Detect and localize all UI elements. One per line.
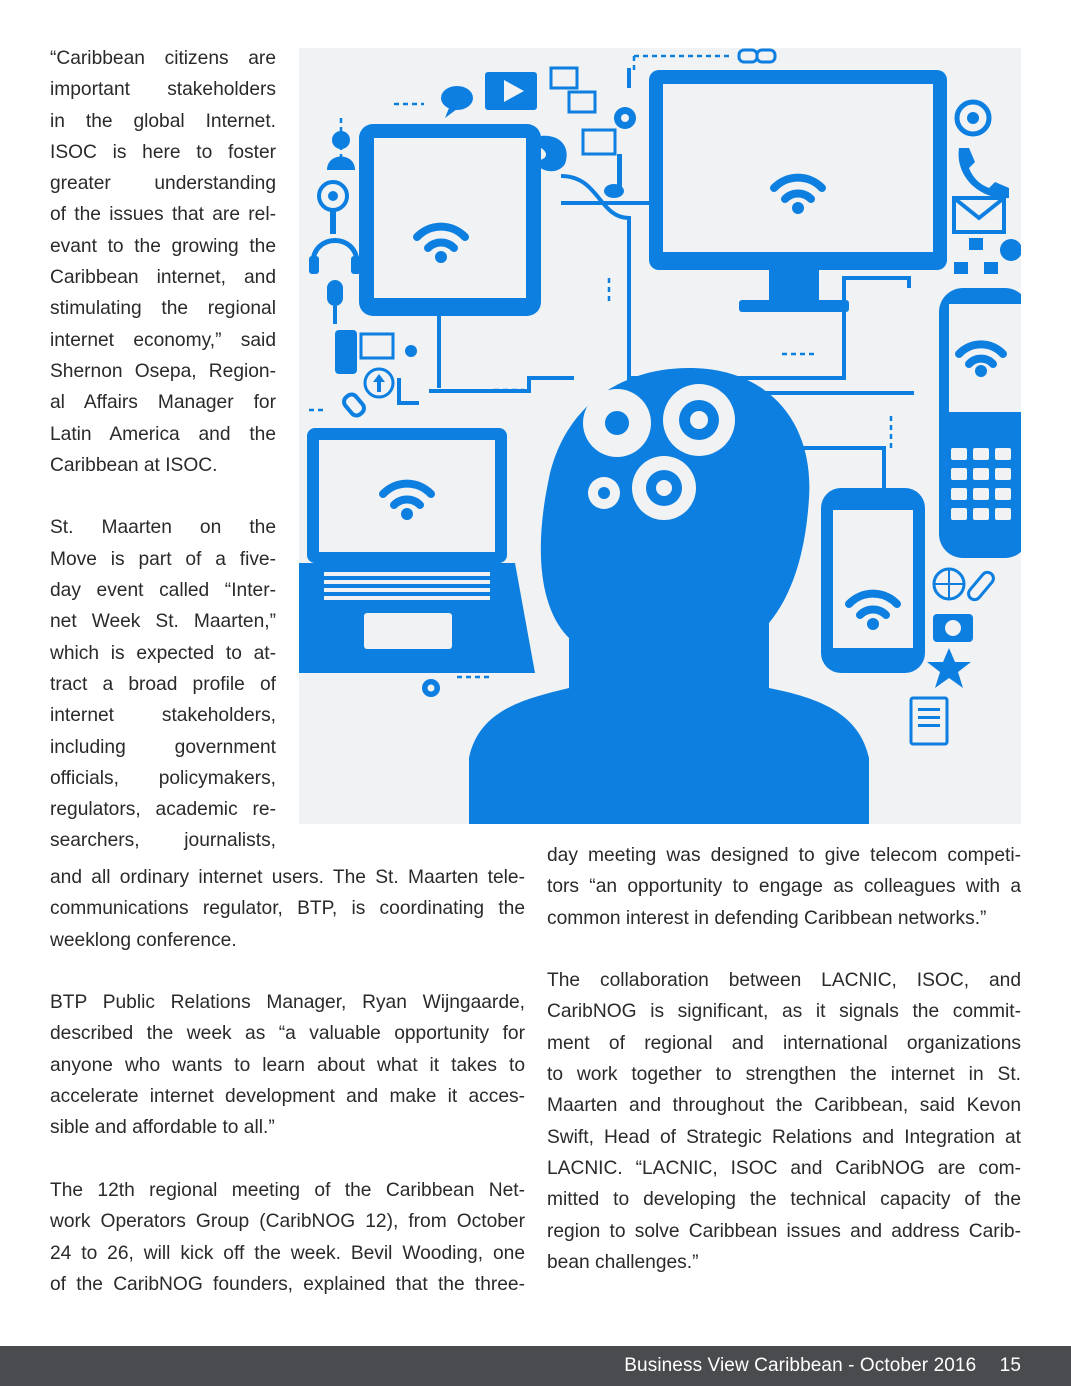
network-icon <box>954 238 1021 274</box>
text-line: CaribNOG is significant, as it signals the commit- <box>547 1001 1021 1023</box>
paragraph-spacer <box>547 934 1021 965</box>
tablet-icon <box>359 124 541 316</box>
illustration <box>299 48 1021 824</box>
footer-text <box>624 1355 1021 1377</box>
text-line: which is expected to at- <box>50 642 276 664</box>
text-line: Shernon Osepa, Region- <box>50 360 276 382</box>
text-line: sible and affordable to all.” <box>50 1117 275 1139</box>
paragraph-2-start <box>50 512 276 856</box>
microphone-icon <box>327 280 343 324</box>
text-line: The 12th regional meeting of the Caribbean Net- <box>50 1179 525 1201</box>
text-line: to work together to strengthen the internet in St. <box>547 1064 1021 1086</box>
article-column-right <box>547 840 1021 1278</box>
paragraph-6 <box>547 965 1021 1278</box>
star-icon <box>927 648 971 688</box>
text-line: Caribbean internet, and <box>50 267 276 289</box>
laptop-icon <box>299 428 535 673</box>
publication-name: Business View Caribbean - October 2016 <box>624 1355 977 1376</box>
gear-icon <box>614 107 636 129</box>
text-line: tors “an opportunity to engage as colleagues with a <box>547 876 1021 898</box>
text-line: bean challenges.” <box>547 1251 699 1273</box>
text-line: officials, policymakers, <box>50 767 276 789</box>
link-icon <box>739 50 775 62</box>
gear-icon <box>583 389 651 457</box>
text-line: including government <box>50 736 276 758</box>
mobile-phone-icon <box>939 288 1021 558</box>
text-line: and all ordinary internet users. The St. Maarten tele- <box>50 867 525 888</box>
text-line: work Operators Group (CaribNOG 12), from October <box>50 1211 525 1233</box>
text-line: greater understanding <box>50 173 276 195</box>
gear-icon <box>422 679 440 697</box>
paperclip-icon <box>966 570 996 602</box>
mail-icon <box>954 198 1004 232</box>
text-line: Swift, Head of Strategic Relations and Integration at <box>547 1126 1021 1148</box>
text-line: of the issues that are rel- <box>50 204 276 226</box>
upload-icon <box>365 369 393 397</box>
text-line: important stakeholders <box>50 79 276 101</box>
text-line: Maarten and throughout the Caribbean, said Kevon <box>547 1095 1021 1117</box>
text-line: net Week St. Maarten,” <box>50 611 276 633</box>
article-column-left <box>50 862 525 1300</box>
text-line: Move is part of a five- <box>50 548 276 570</box>
paragraph-spacer <box>50 956 525 987</box>
text-line: BTP Public Relations Manager, Ryan Wijngaarde, <box>50 992 525 1014</box>
article-column-narrow <box>50 43 276 857</box>
text-line: weeklong conference. <box>50 929 237 951</box>
podcast-icon <box>319 182 347 234</box>
text-line: ment of regional and international organizations <box>547 1032 1021 1054</box>
text-line: tract a broad profile of <box>50 673 276 695</box>
text-line: evant to the growing the <box>50 235 276 257</box>
paragraph-spacer <box>50 481 276 512</box>
smartphone-icon <box>821 488 925 673</box>
text-line: day meeting was designed to give telecom competi- <box>547 845 1021 866</box>
text-line: communications regulator, BTP, is coordinating the <box>50 898 525 920</box>
page-number: 15 <box>999 1355 1021 1376</box>
music-note-icon <box>604 154 624 198</box>
paragraph-2-end <box>50 862 525 956</box>
text-line: searchers, journalists, <box>50 830 276 852</box>
camera-icon <box>933 614 973 642</box>
text-line: common interest in defending Caribbean networks.” <box>547 907 987 929</box>
text-line: stimulating the regional <box>50 298 276 320</box>
text-line: Latin America and the <box>50 423 276 445</box>
page-footer <box>0 1346 1071 1386</box>
at-sign-icon <box>957 102 989 134</box>
gear-icon <box>405 345 417 357</box>
text-line: The collaboration between LACNIC, ISOC, and <box>547 970 1021 992</box>
document-icon <box>911 698 947 744</box>
paragraph-1 <box>50 43 276 481</box>
phone-call-icon <box>959 148 1009 198</box>
text-line: regulators, academic re- <box>50 799 276 821</box>
text-line: internet economy,” said <box>50 329 276 351</box>
text-line: day event called “Inter- <box>50 580 276 602</box>
text-line: in the global Internet. <box>50 110 276 132</box>
gear-icon <box>663 384 735 456</box>
text-line: LACNIC. “LACNIC, ISOC and CaribNOG are com- <box>547 1157 1021 1179</box>
paragraph-spacer <box>50 1144 525 1175</box>
text-line: “Caribbean citizens are <box>50 48 276 69</box>
person-icon <box>327 131 355 170</box>
video-icon <box>485 72 537 110</box>
illustration-graphic <box>299 48 1021 824</box>
headphones-icon <box>309 241 361 275</box>
text-line: al Affairs Manager for <box>50 392 276 414</box>
text-line: anyone who wants to learn about what it takes to <box>50 1054 525 1076</box>
text-line: internet stakeholders, <box>50 705 276 727</box>
text-line: St. Maarten on the <box>50 517 276 539</box>
text-line: Caribbean at ISOC. <box>50 454 218 476</box>
text-line: region to solve Caribbean issues and address Carib- <box>547 1220 1021 1242</box>
text-line: described the week as “a valuable opportunity for <box>50 1023 525 1045</box>
gear-icon <box>632 456 696 520</box>
text-line: of the CaribNOG founders, explained that the three- <box>50 1273 525 1295</box>
link-icon <box>342 392 367 418</box>
globe-icon <box>934 569 964 599</box>
gear-icon <box>588 477 620 509</box>
paragraph-5 <box>547 840 1021 934</box>
tablet-small-icon <box>335 330 393 374</box>
text-line: 24 to 26, will kick off the week. Bevil Wooding, one <box>50 1242 525 1264</box>
paragraph-4 <box>50 1175 525 1300</box>
paragraph-3 <box>50 987 525 1143</box>
text-line: ISOC is here to foster <box>50 141 276 163</box>
chat-bubble-icon <box>441 86 473 118</box>
text-line: mitted to developing the technical capacity of the <box>547 1189 1021 1211</box>
text-line: accelerate internet development and make it acces- <box>50 1086 525 1108</box>
